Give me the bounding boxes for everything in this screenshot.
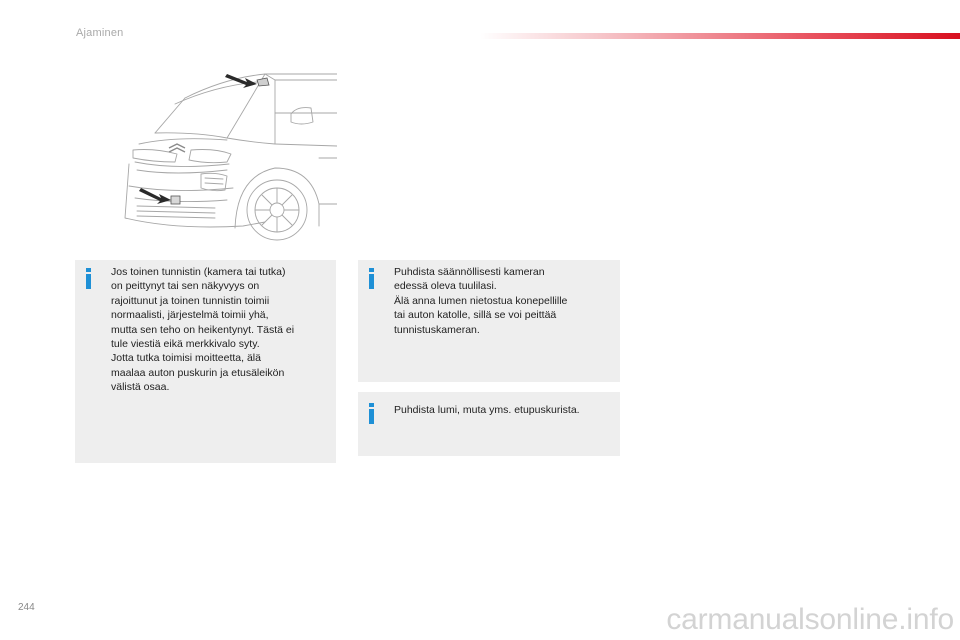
van-sensor-illustration — [115, 58, 337, 246]
info-box-windshield-cleaning — [358, 260, 620, 382]
text-line: Jotta tutka toimisi moitteetta, älä — [111, 352, 261, 365]
info-icon — [85, 268, 93, 289]
text-line: tai auton katolle, sillä se voi peittää — [394, 309, 557, 322]
info-icon — [368, 403, 376, 424]
text-line: välistä osaa. — [111, 381, 170, 394]
info-text — [394, 403, 612, 417]
page-number: 244 — [18, 602, 35, 613]
section-title: Ajaminen — [76, 27, 124, 39]
header-accent-bar — [480, 33, 960, 39]
info-icon — [368, 268, 376, 289]
text-line: on peittynyt tai sen näkyvyys on — [111, 280, 260, 293]
info-box-sensor-obstruction — [75, 260, 336, 463]
text-line: rajoittunut ja toinen tunnistin toimii — [111, 294, 270, 307]
info-text — [111, 265, 328, 395]
info-box-bumper-cleaning — [358, 392, 620, 456]
text-line: Puhdista lumi, muta yms. etupuskurista. — [394, 404, 580, 416]
text-line: edessä oleva tuulilasi. — [394, 280, 497, 293]
text-line: normaalisti, järjestelmä toimii yhä, — [111, 309, 269, 322]
text-line: Puhdista säännöllisesti kameran — [394, 266, 545, 278]
text-line: maalaa auton puskurin ja etusäleikön — [111, 366, 285, 379]
text-line: Älä anna lumen nietostua konepellille — [394, 294, 568, 307]
text-line: Jos toinen tunnistin (kamera tai tutka) — [111, 266, 286, 278]
watermark: carmanualsonline.info — [666, 603, 954, 636]
info-text — [394, 265, 612, 337]
text-line: tule viestiä eikä merkkivalo syty. — [111, 338, 260, 351]
text-line: tunnistuskameran. — [394, 323, 480, 336]
text-line: mutta sen teho on heikentynyt. Tästä ei — [111, 323, 295, 336]
